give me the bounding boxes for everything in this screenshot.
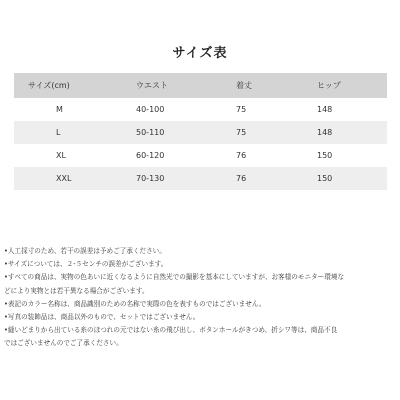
note-line: •写真の装飾品は、商品以外のもので、セットではございません。 (4, 313, 200, 322)
cell-size: L (56, 128, 61, 137)
header-waist: ウエスト (136, 81, 168, 90)
table-row (14, 98, 387, 121)
header-hip: ヒップ (317, 81, 341, 90)
cell-waist: 50-110 (136, 128, 165, 137)
size-table (14, 73, 387, 190)
note-line: •縫いどまりから出ている糸のほつれの元ではない糸の飛び出し、ボタンホールがきつめ、折シワ等は、商品不良 (4, 326, 338, 335)
cell-length: 75 (236, 105, 247, 114)
cell-hip: 150 (317, 151, 333, 160)
cell-size: M (56, 105, 63, 114)
note-line: •すべての商品は、実物の色あいに近くなるように自然光での撮影を基本にしていますが、お客様のモニター環境な (4, 273, 345, 282)
cell-size: XL (56, 151, 66, 160)
header-size: サイズ(cm) (28, 81, 70, 90)
cell-size: XXL (56, 174, 72, 183)
cell-waist: 60-120 (136, 151, 165, 160)
cell-waist: 70-130 (136, 174, 165, 183)
note-line: •表記のカラー名称は、商品識別のための名称で実際の色を表すものではございません。 (4, 299, 266, 308)
cell-length: 76 (236, 174, 247, 183)
table-row (14, 121, 387, 144)
cell-hip: 148 (317, 128, 333, 137)
cell-waist: 40-100 (136, 105, 165, 114)
notes-list (4, 245, 396, 351)
cell-length: 76 (236, 151, 247, 160)
cell-hip: 148 (317, 105, 333, 114)
cell-hip: 150 (317, 174, 333, 183)
note-line: どにより実物とは若干異なる場合がございます。 (4, 286, 149, 295)
note-line: •人工採寸のため、若干の誤差は予めご了承ください。 (4, 247, 166, 255)
table-header-row (14, 73, 387, 98)
table-row (14, 167, 387, 190)
note-line: ではございませんのでご了承ください。 (4, 339, 123, 348)
header-length: 着丈 (236, 81, 252, 90)
cell-length: 75 (236, 128, 247, 137)
note-line: •サイズについては、２-５センチの誤差がございます。 (4, 260, 168, 269)
table-row (14, 144, 387, 167)
page-title: サイズ表 (172, 46, 228, 61)
